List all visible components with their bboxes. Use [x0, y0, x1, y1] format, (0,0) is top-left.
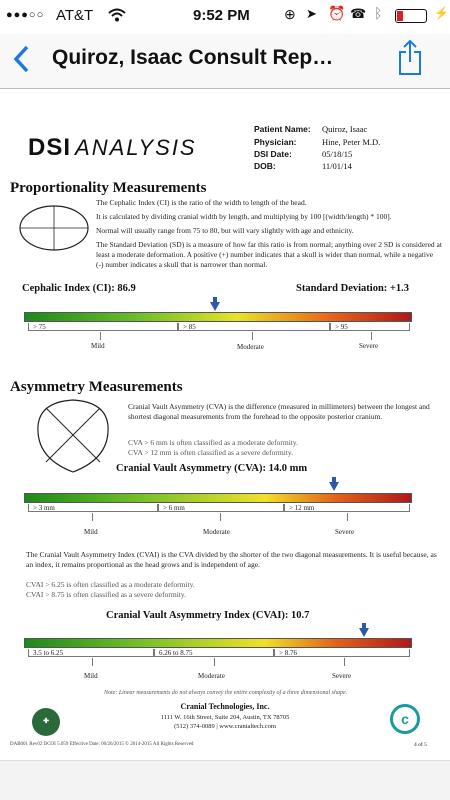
carrier-label: AT&T — [56, 7, 94, 24]
ci-definition: The Cephalic Index (CI) is the ratio of the width to length of the head. — [96, 198, 307, 207]
dob: 11/01/14 — [322, 161, 352, 171]
cvai-section-3: > 8.76 — [274, 649, 410, 657]
cva-level-moderate: Moderate — [203, 528, 230, 536]
dsi-logo: DSI ANALYSIS — [28, 134, 197, 161]
rotation-lock-icon: ⊕ — [284, 6, 296, 22]
cranial-technologies-logo-icon: c — [390, 704, 420, 734]
cva-section-2: > 6 mm — [158, 504, 284, 512]
ci-indicator-arrow — [210, 297, 220, 311]
document-title: Quiroz, Isaac Consult Rep… — [52, 46, 334, 69]
cvai-indicator-arrow — [359, 623, 369, 637]
company-name: Cranial Technologies, Inc. — [180, 702, 270, 711]
cva-moderate-note: CVA > 6 mm is often classified as a moderate deformity. — [128, 438, 299, 447]
ci-section-2: > 85 — [178, 323, 330, 331]
sd-definition: The Standard Deviation (SD) is a measure of how far this ratio is from normal; anything over 2 SD is considered at least a moderate deformation. A positive (+) number indicates that a skull is wider than normal, while a negative (-) number indicates a skull that is narrower than normal. — [96, 240, 442, 269]
sd-value: Standard Deviation: +1.3 — [296, 283, 410, 294]
cva-value: Cranial Vault Asymmetry (CVA): 14.0 mm — [116, 463, 308, 474]
head-top-view-diagram — [14, 200, 92, 256]
ci-level-mild: Mild — [91, 342, 105, 350]
clock: 9:52 PM — [193, 7, 250, 24]
signal-icon: ●●●○○ — [6, 9, 45, 21]
ci-normal-range: Normal will usually range from 75 to 80, but will vary slightly with age and ethnicity. — [96, 226, 354, 235]
asymmetry-heading: Asymmetry Measurements — [10, 379, 183, 395]
footer-legal: DAB001 Rev02 DCOI 5.059 Effective Date: 06/26/2015 © 2014-2015 All Rights Reserved — [10, 742, 194, 747]
measurement-note: Note: Linear measurements do not always convey the entire complexity of a three dimensional shape. — [104, 690, 348, 696]
page-number: 4 of 5 — [414, 742, 427, 748]
dsi-date-label: DSI Date: — [254, 149, 292, 159]
cvai-level-mild: Mild — [84, 672, 98, 680]
cva-section-3: > 12 mm — [284, 504, 410, 512]
ci-scale-bar — [24, 312, 412, 322]
cva-level-mild: Mild — [84, 528, 98, 536]
bluetooth-icon: ᛒ — [374, 5, 383, 21]
company-contact: (512) 374-0089 | www.cranialtech.com — [174, 723, 276, 730]
ci-section-1: > 75 — [28, 323, 178, 331]
share-icon[interactable] — [397, 38, 423, 76]
viewer-bottom-area — [0, 760, 450, 800]
location-icon: ➤ — [306, 6, 317, 21]
cvai-section-1: 3.5 to 6.25 — [28, 649, 154, 657]
patient-name-label: Patient Name: — [254, 124, 311, 134]
report-page — [0, 90, 450, 760]
ci-calculation: It is calculated by dividing cranial width by length, and multiplying by 100 [(width/length) * 100]. — [96, 212, 392, 221]
cva-definition: Cranial Vault Asymmetry (CVA) is the difference (measured in millimeters) between the longest and shortest diagonal measurements from the forehead to the opposite posterior cranium. — [128, 402, 430, 421]
physician-name: Hine, Peter M.D. — [322, 137, 381, 147]
head-diagonal-diagram — [28, 396, 118, 476]
cvai-moderate-note: CVAI > 6.25 is often classified as a moderate deformity. — [26, 580, 195, 589]
ci-level-moderate: Moderate — [237, 343, 264, 351]
battery-icon — [395, 9, 427, 23]
physician-label: Physician: — [254, 137, 297, 147]
ci-section-3: > 95 — [330, 323, 410, 331]
status-bar — [0, 0, 450, 34]
cva-indicator-arrow — [329, 477, 339, 491]
patient-name: Quiroz, Isaac — [322, 124, 368, 134]
charging-icon: ⚡ — [434, 6, 449, 20]
cvai-value: Cranial Vault Asymmetry Index (CVAI): 10.7 — [106, 610, 310, 621]
accreditation-seal-icon: ✚ — [32, 708, 60, 736]
wifi-icon — [108, 8, 126, 22]
cvai-level-moderate: Moderate — [198, 672, 225, 680]
tty-icon: ☎ — [350, 6, 367, 21]
dsi-date: 05/18/15 — [322, 149, 353, 159]
dob-label: DOB: — [254, 161, 276, 171]
alarm-icon: ⏰ — [328, 5, 346, 21]
back-chevron-icon[interactable] — [12, 44, 30, 74]
cvai-level-severe: Severe — [332, 672, 352, 680]
proportionality-heading: Proportionality Measurements — [10, 180, 207, 196]
cvai-severe-note: CVAI > 8.75 is often classified as a severe deformity. — [26, 590, 187, 599]
cva-scale-bar — [24, 493, 412, 503]
cvai-definition: The Cranial Vault Asymmetry Index (CVAI) is the CVA divided by the shorter of the two diagonal measurements. It is useful because, as an index, it remains proportional as the head grows and is independent of age. — [26, 550, 437, 569]
ci-level-severe: Severe — [359, 342, 379, 350]
cva-severe-note: CVA > 12 mm is often classified as a severe deformity. — [128, 448, 294, 457]
cvai-section-2: 6.26 to 8.75 — [154, 649, 274, 657]
cva-level-severe: Severe — [335, 528, 355, 536]
ci-value: Cephalic Index (CI): 86.9 — [22, 283, 136, 294]
company-address: 1111 W. 16th Street, Suite 204, Austin, TX 78705 — [160, 714, 290, 721]
cvai-scale-bar — [24, 638, 412, 648]
cva-section-1: > 3 mm — [28, 504, 158, 512]
